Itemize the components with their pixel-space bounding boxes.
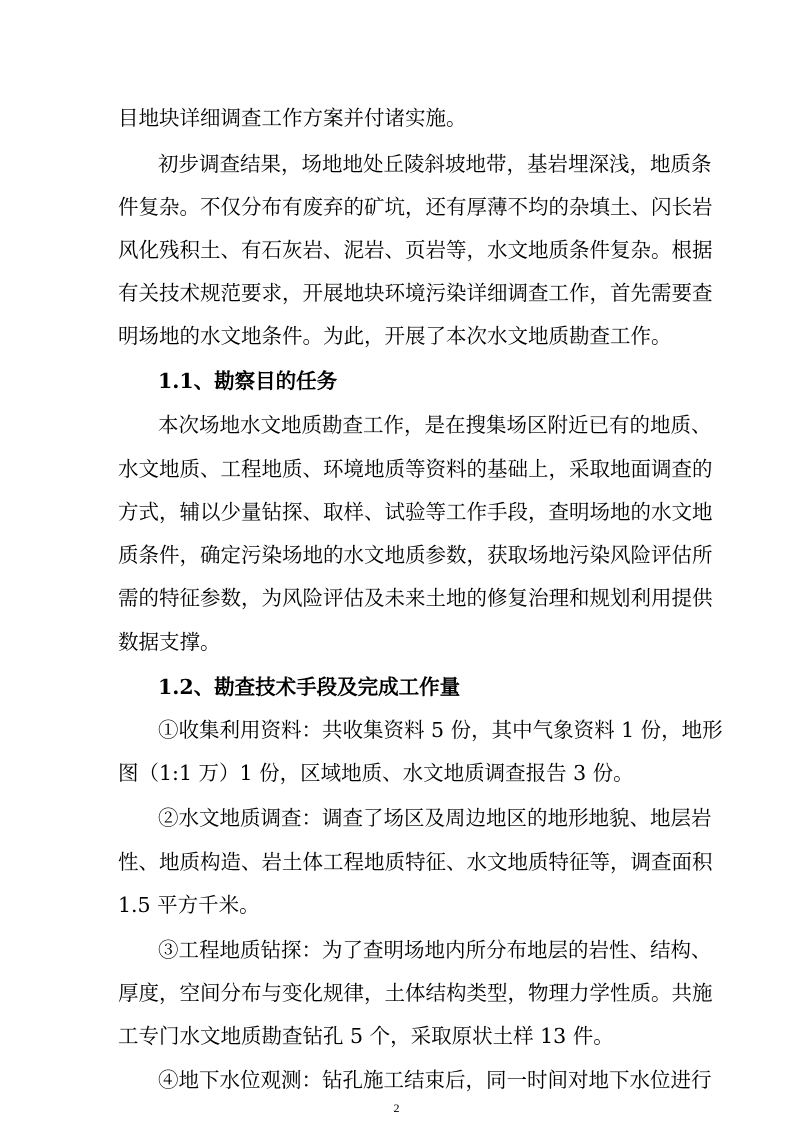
line-text: 性、地质构造、岩土体工程地质特征、水文地质特征等，调查面积	[118, 850, 713, 874]
line-text: 有关技术规范要求，开展地块环境污染详细调查工作，首先需要查	[118, 281, 713, 305]
paragraph-line	[0, 449, 793, 489]
line-text: 需的特征参数，为风险评估及未来土地的修复治理和规划利用提供	[118, 586, 713, 610]
line-text: 质条件，确定污染场地的水文地质参数，获取场地污染风险评估所	[118, 543, 713, 567]
line-text: 件复杂。不仅分布有废弃的矿坑，还有厚薄不均的杂填土、闪长岩	[118, 195, 713, 219]
paragraph-line	[0, 973, 793, 1013]
line-text: ②水文地质调查：调查了场区及周边地区的地形地貌、地层岩	[158, 806, 712, 830]
paragraph-line	[0, 230, 793, 270]
heading-text: 1.1、勘察目的任务	[158, 369, 338, 393]
paragraph-line	[0, 622, 793, 662]
paragraph-line	[0, 144, 793, 184]
line-text: 厚度，空间分布与变化规律，土体结构类型，物理力学性质。共施	[118, 981, 713, 1005]
paragraph-line	[0, 187, 793, 227]
line-text: 风化残积土、有石灰岩、泥岩、页岩等，水文地质条件复杂。根据	[118, 238, 713, 262]
line-text: ③工程地质钻探：为了查明场地内所分布地层的岩性、结构、	[158, 938, 712, 962]
paragraph-line	[0, 492, 793, 532]
paragraph-line	[0, 98, 793, 138]
paragraph-line	[0, 316, 793, 356]
line-text: ④地下水位观测：钻孔施工结束后，同一时间对地下水位进行	[158, 1068, 712, 1092]
section-heading	[0, 667, 793, 707]
line-text: ①收集利用资料：共收集资料 5 份，其中气象资料 1 份，地形	[158, 718, 723, 742]
paragraph-line	[0, 1016, 793, 1056]
line-text: 图（1:1 万）1 份，区域地质、水文地质调查报告 3 份。	[118, 761, 634, 785]
line-text: 水文地质、工程地质、环境地质等资料的基础上，采取地面调查的	[118, 457, 713, 481]
paragraph-line	[0, 710, 793, 750]
section-heading	[0, 361, 793, 401]
line-text: 方式，辅以少量钻探、取样、试验等工作手段，查明场地的水文地	[118, 500, 713, 524]
paragraph-line	[0, 535, 793, 575]
line-text: 目地块详细调查工作方案并付诸实施。	[118, 106, 467, 130]
paragraph-line	[0, 405, 793, 445]
line-text: 初步调查结果，场地地处丘陵斜坡地带，基岩埋深浅，地质条	[158, 152, 712, 176]
paragraph-line	[0, 885, 793, 925]
page-number: 2	[393, 1101, 400, 1115]
paragraph-line	[0, 753, 793, 793]
line-text: 明场地的水文地条件。为此，开展了本次水文地质勘查工作。	[118, 324, 672, 348]
line-text: 本次场地水文地质勘查工作，是在搜集场区附近已有的地质、	[158, 413, 712, 437]
paragraph-line	[0, 930, 793, 970]
heading-text: 1.2、勘查技术手段及完成工作量	[158, 675, 461, 699]
paragraph-line	[0, 798, 793, 838]
paragraph-line	[0, 1060, 793, 1100]
line-text: 1.5 平方千米。	[118, 893, 260, 917]
line-text: 工专门水文地质勘查钻孔 5 个，采取原状土样 13 件。	[118, 1024, 614, 1048]
paragraph-line	[0, 578, 793, 618]
paragraph-line	[0, 273, 793, 313]
paragraph-line	[0, 842, 793, 882]
line-text: 数据支撑。	[118, 630, 221, 654]
